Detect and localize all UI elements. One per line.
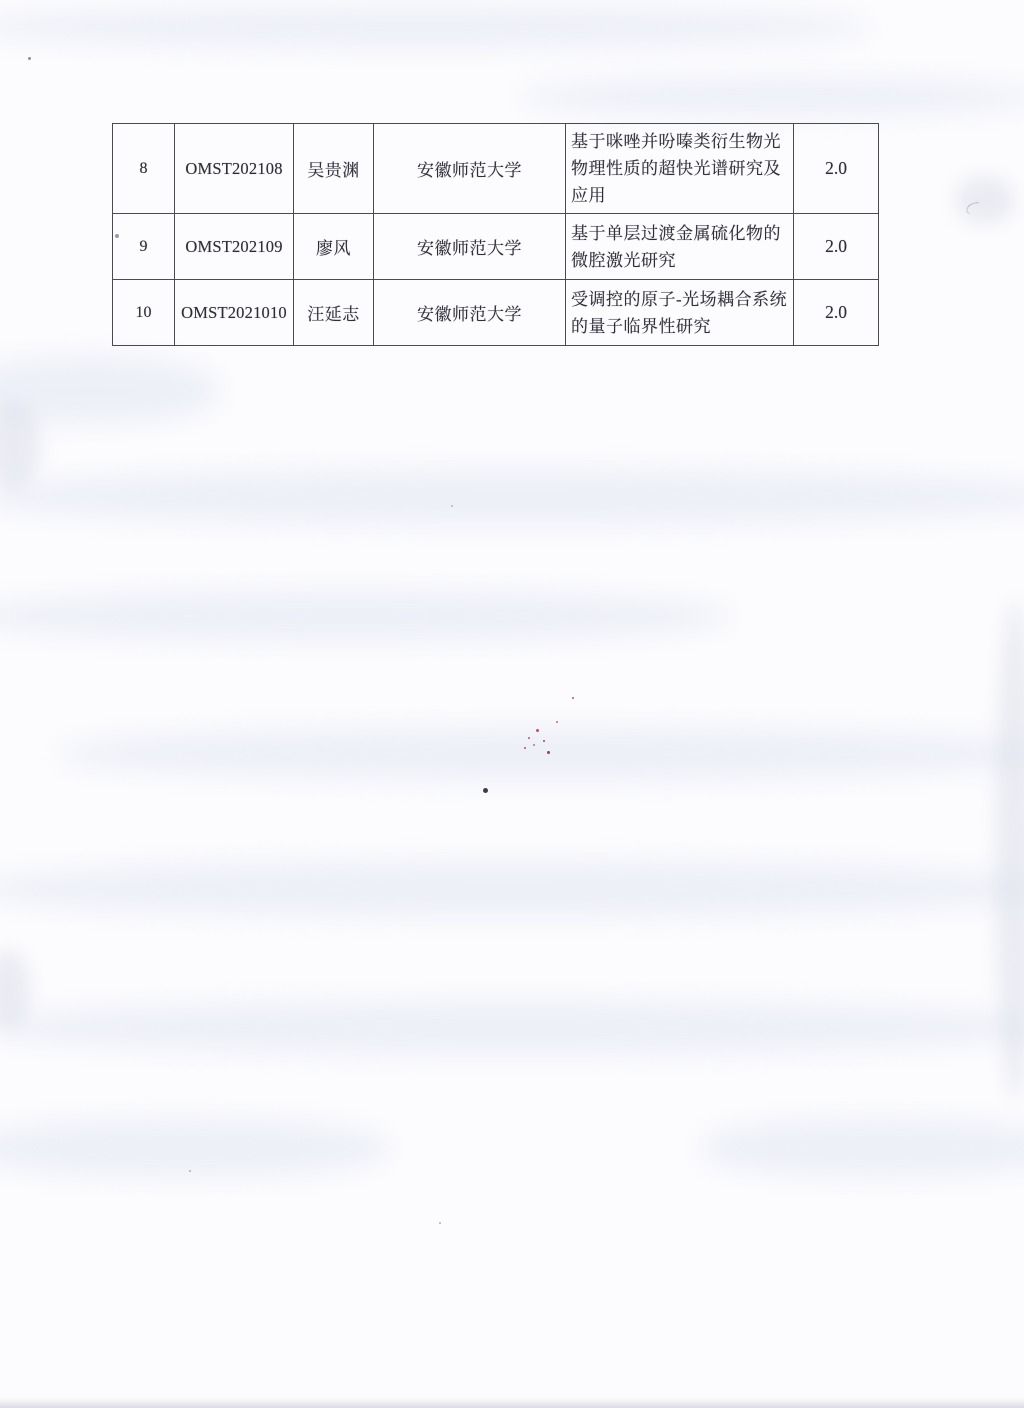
scan-band — [0, 1000, 1024, 1055]
scan-band — [0, 6, 870, 48]
scan-speck-red — [524, 747, 526, 749]
scan-smudge — [995, 600, 1024, 1100]
cell-leader-name: 吴贵渊 — [294, 124, 374, 214]
table-row — [113, 280, 879, 346]
scan-band — [700, 1118, 1024, 1178]
scan-speck — [189, 1170, 191, 1172]
scan-band — [520, 78, 1024, 116]
funding-project-table — [112, 123, 879, 346]
scan-smudge — [0, 950, 31, 1030]
table-row — [113, 214, 879, 280]
table-row — [113, 124, 879, 214]
scan-band — [0, 860, 1024, 918]
pencil-mark — [965, 201, 984, 216]
scan-speck-red — [543, 740, 545, 742]
scan-speck-red — [533, 744, 535, 746]
cell-funding-amount: 2.0 — [794, 214, 879, 280]
scan-band — [0, 355, 220, 425]
scan-band — [0, 468, 1024, 526]
scan-speck — [439, 1222, 441, 1224]
scan-speck — [451, 505, 453, 507]
cell-funding-amount: 2.0 — [794, 280, 879, 346]
cell-serial: 10 — [113, 280, 175, 346]
scan-speck — [483, 788, 488, 793]
cell-project-code: OMST2021010 — [175, 280, 294, 346]
scan-speck-red — [536, 729, 539, 732]
scan-band — [60, 726, 1024, 781]
scan-speck-red — [547, 751, 550, 754]
cell-institution: 安徽师范大学 — [374, 124, 566, 214]
cell-project-title: 基于单层过渡金属硫化物的微腔激光研究 — [566, 214, 794, 280]
cell-project-code: OMST202109 — [175, 214, 294, 280]
scan-speck-red — [528, 737, 530, 739]
scan-speck — [28, 57, 31, 60]
cell-institution: 安徽师范大学 — [374, 280, 566, 346]
scan-smudge — [0, 400, 41, 490]
cell-serial: 9 — [113, 214, 175, 280]
scan-smudge — [955, 175, 1015, 225]
cell-project-title: 基于咪唑并吩嗪类衍生物光物理性质的超快光谱研究及应用 — [566, 124, 794, 214]
cell-leader-name: 廖风 — [294, 214, 374, 280]
cell-project-code: OMST202108 — [175, 124, 294, 214]
cell-serial: 8 — [113, 124, 175, 214]
cell-project-title: 受调控的原子-光场耦合系统的量子临界性研究 — [566, 280, 794, 346]
scan-bottom-edge — [0, 1398, 1024, 1408]
scan-speck-red — [556, 721, 558, 723]
cell-leader-name: 汪延志 — [294, 280, 374, 346]
scan-speck-red — [572, 697, 574, 699]
cell-funding-amount: 2.0 — [794, 124, 879, 214]
cell-institution: 安徽师范大学 — [374, 214, 566, 280]
scan-band — [0, 1118, 390, 1178]
scan-band — [0, 590, 730, 642]
